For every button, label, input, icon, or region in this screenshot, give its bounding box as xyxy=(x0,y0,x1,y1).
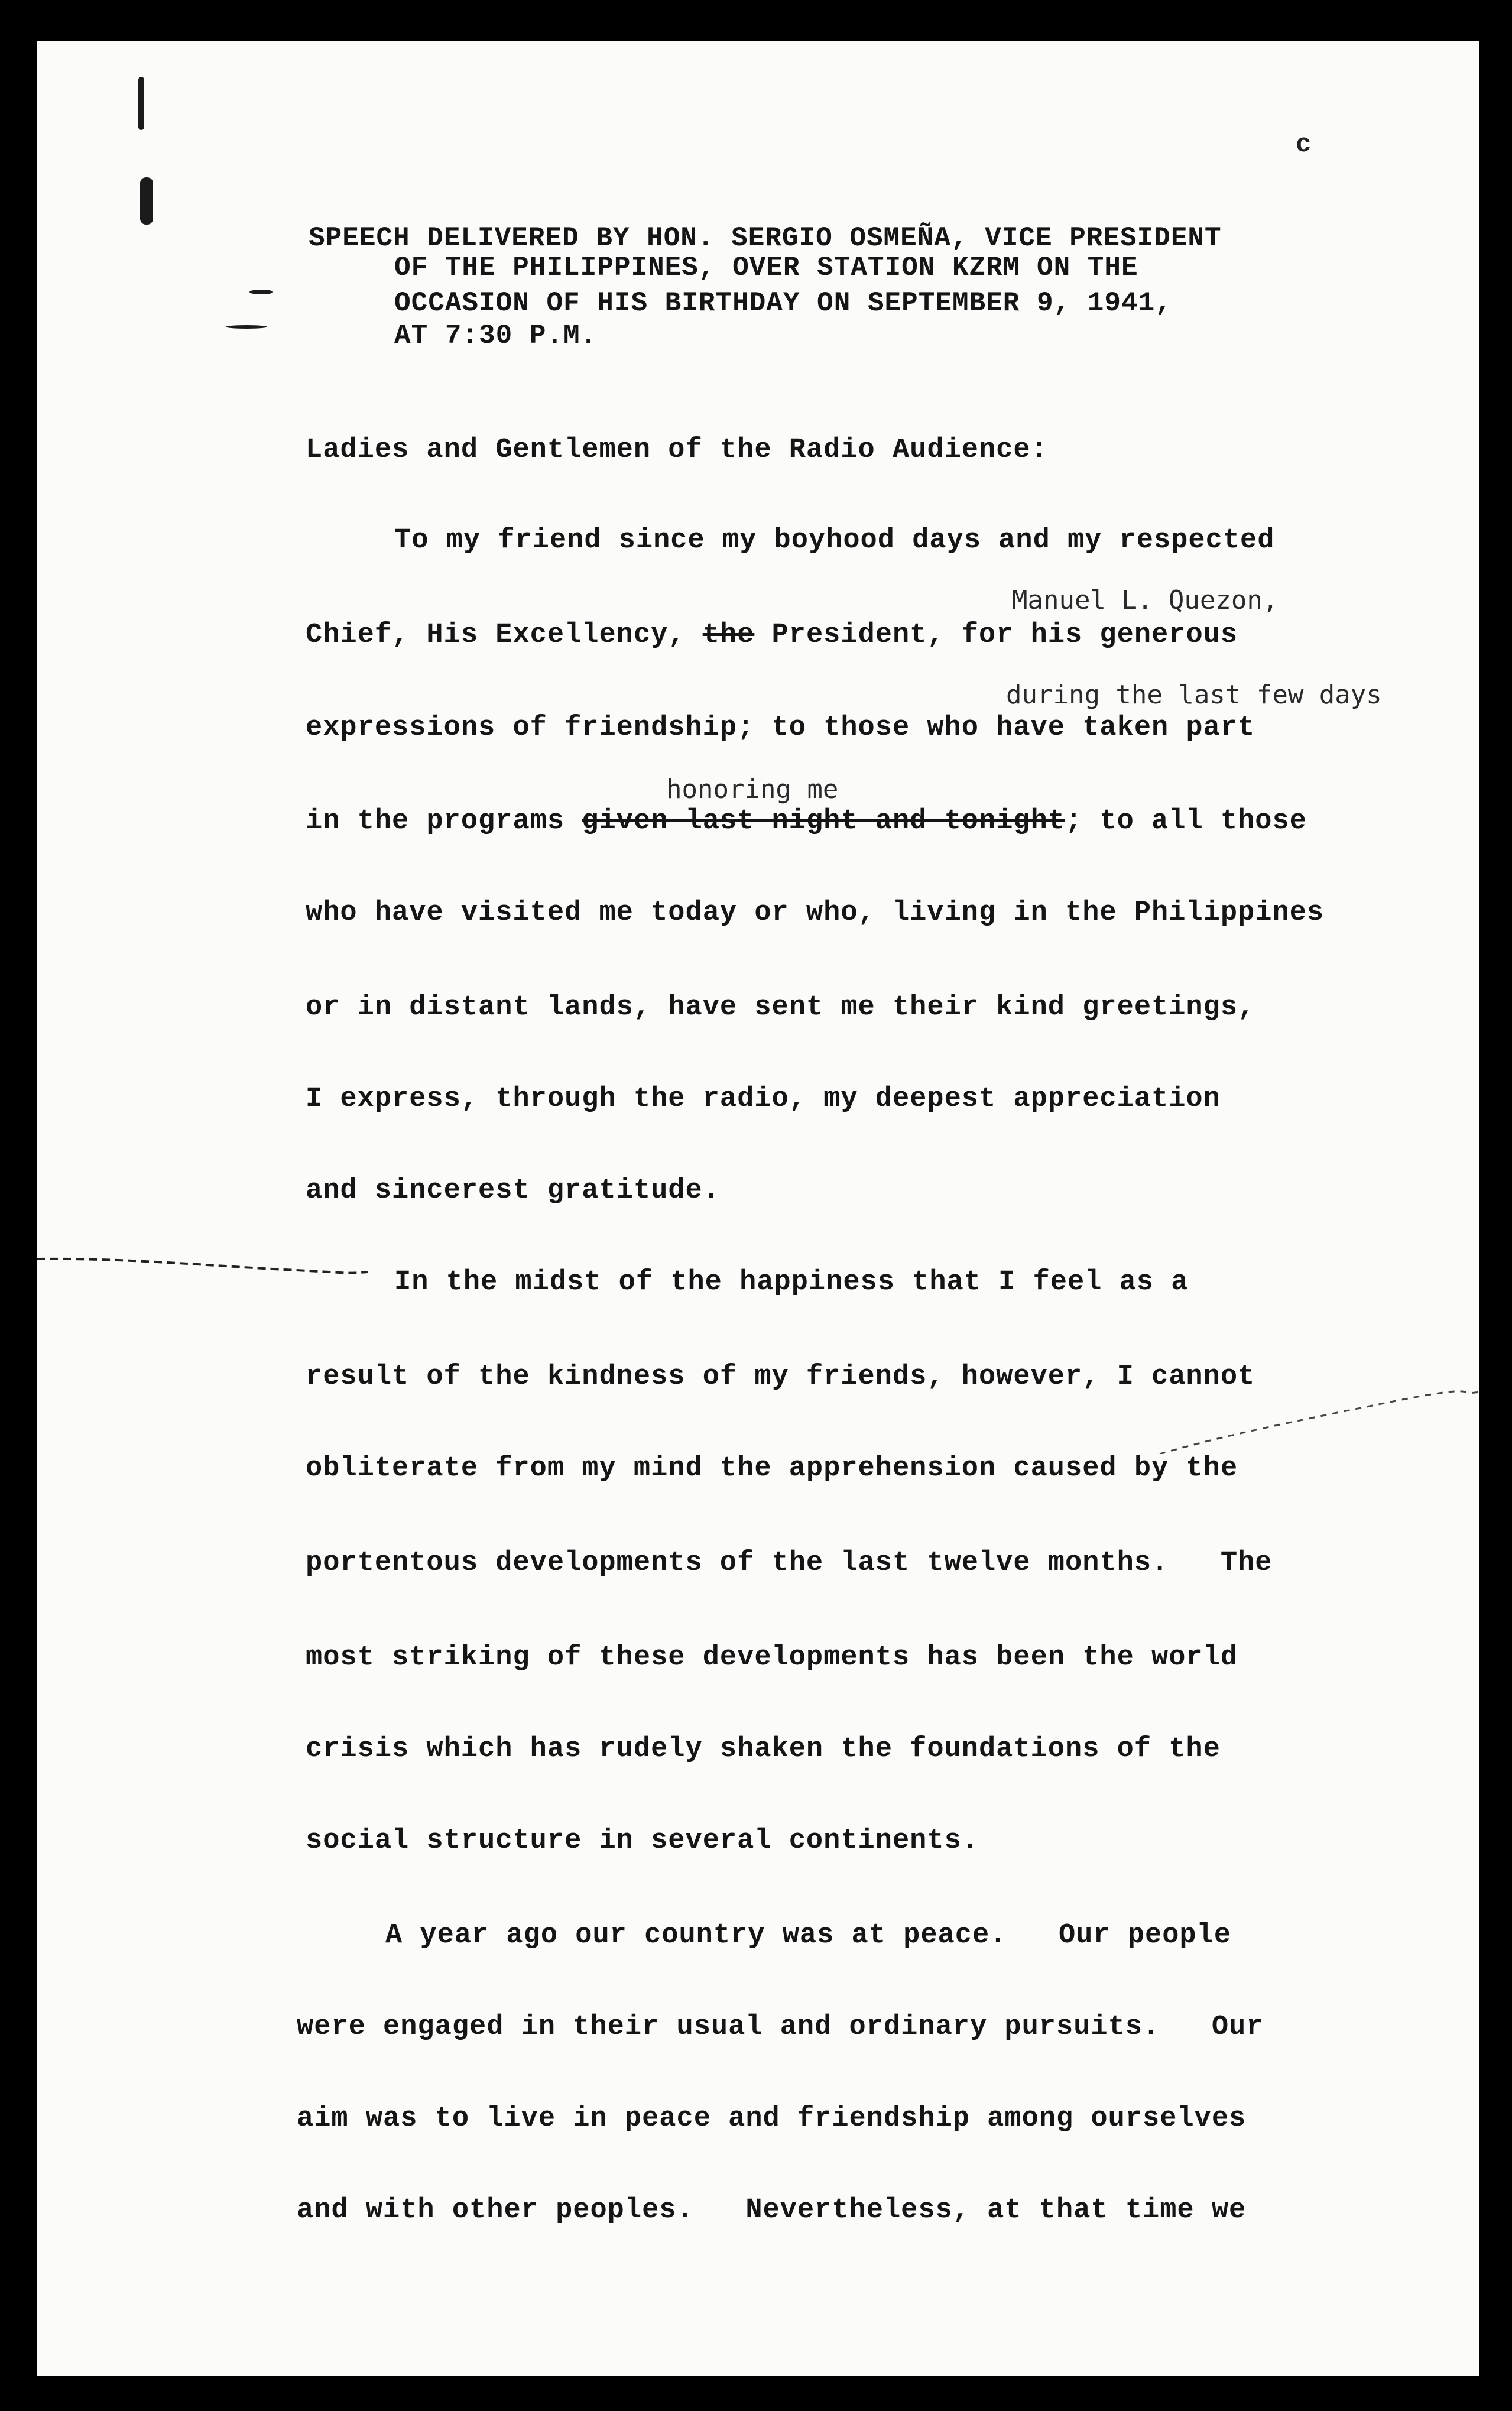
p2-line-3: obliterate from my mind the apprehension caused by the xyxy=(306,1453,1238,1484)
p1-line-2 xyxy=(306,618,1238,653)
p1-line-8: and sincerest gratitude. xyxy=(306,1175,720,1206)
p1-line-4-struck: given last night and tonight xyxy=(582,806,1066,837)
page-marker: c xyxy=(1296,130,1312,160)
p1-line-1: To my friend since my boyhood days and my respected xyxy=(394,525,1275,556)
p3-line-3: aim was to live in peace and friendship among ourselves xyxy=(297,2103,1247,2134)
scan-speck xyxy=(249,290,273,294)
p2-line-7: social structure in several continents. xyxy=(306,1825,979,1857)
header-line-1: SPEECH DELIVERED BY HON. SERGIO OSMEÑA, VICE PRESIDENT xyxy=(309,223,1222,254)
p2-line-5: most striking of these developments has been the world xyxy=(306,1642,1238,1673)
p3-line-2: were engaged in their usual and ordinary pursuits. Our xyxy=(297,2011,1264,2043)
p1-line-2-b: President, for his generous xyxy=(754,619,1238,651)
p1-line-6: or in distant lands, have sent me their kind greetings, xyxy=(306,992,1255,1023)
insert-honoring-me: honoring me xyxy=(666,774,839,804)
header-line-2: OF THE PHILIPPINES, OVER STATION KZRM ON THE xyxy=(394,252,1138,283)
insert-during-last-few-days: during the last few days xyxy=(1006,680,1382,710)
punch-mark xyxy=(140,177,153,225)
p1-line-3: expressions of friendship; to those who have taken part xyxy=(306,712,1255,744)
header-line-3: OCCASION OF HIS BIRTHDAY ON SEPTEMBER 9, 1941, xyxy=(394,288,1172,319)
p1-line-7: I express, through the radio, my deepest appreciation xyxy=(306,1083,1221,1115)
p1-line-2-a: Chief, His Excellency, xyxy=(306,619,703,651)
insert-manuel-quezon: Manuel L. Quezon, xyxy=(1012,585,1279,615)
p3-line-4: and with other peoples. Nevertheless, at that time we xyxy=(297,2195,1247,2226)
p3-line-1: A year ago our country was at peace. Our people xyxy=(385,1920,1232,1951)
scan-speck xyxy=(226,325,267,329)
p1-line-4 xyxy=(306,804,1307,839)
p2-line-4: portentous developments of the last twelve months. The xyxy=(306,1547,1273,1579)
p2-line-1: In the midst of the happiness that I feel as a xyxy=(394,1267,1189,1298)
document-page xyxy=(37,41,1479,2376)
p2-line-6: crisis which has rudely shaken the foundations of the xyxy=(306,1734,1221,1765)
p1-line-4-a: in the programs xyxy=(306,806,582,837)
punch-mark xyxy=(138,77,144,130)
p1-line-4-b: ; to all those xyxy=(1065,806,1307,837)
p1-line-2-struck: the xyxy=(702,619,755,651)
salutation: Ladies and Gentlemen of the Radio Audience: xyxy=(306,434,1048,466)
header-line-4: AT 7:30 P.M. xyxy=(394,320,598,351)
p2-line-2: result of the kindness of my friends, however, I cannot xyxy=(306,1361,1255,1393)
p1-line-5: who have visited me today or who, living in the Philippines xyxy=(306,897,1325,929)
